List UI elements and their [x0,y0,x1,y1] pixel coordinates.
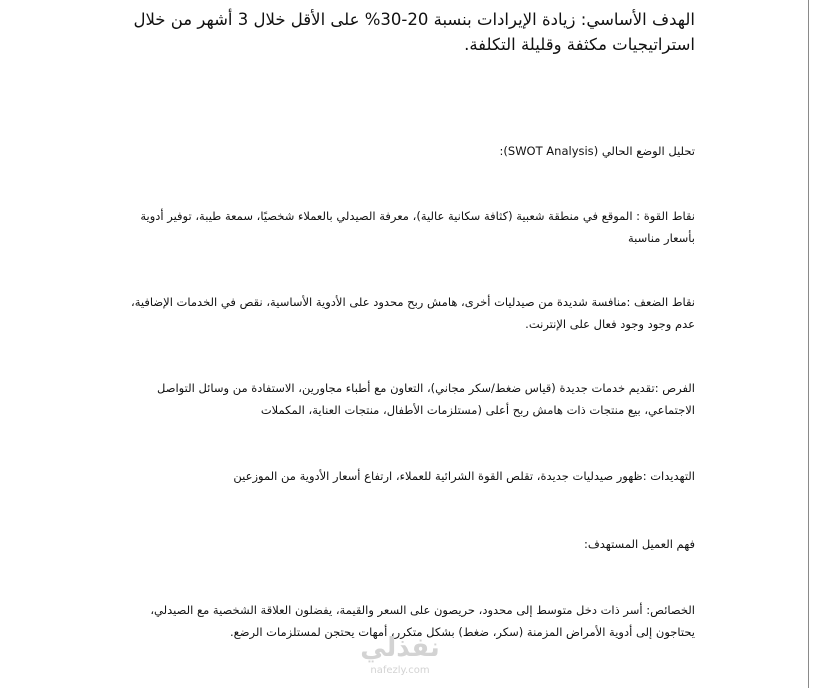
customer-heading: فهم العميل المستهدف: [583,537,695,551]
nafezly-watermark [354,632,446,688]
watermark-latin: nafezly.com [370,665,430,676]
paragraph-line: نقاط القوة : الموقع في منطقة شعبية (كثافة سكانية عالية)، معرفة الصيدلي بالعملاء شخصيًا، سمعة طيبة، توفير أدوية [140,209,695,223]
paragraph-line: عدم وجود وجود فعال على الإنترنت. [525,317,695,331]
paragraph-line: الفرص :تقديم خدمات جديدة (قياس ضغط/سكر مجاني)، التعاون مع أطباء مجاورين، الاستفادة من وسائل التواصل [157,381,695,395]
paragraph-line: الاجتماعي، بيع منتجات ذات هامش ربح أعلى (مستلزمات الأطفال، منتجات العناية، المكملات [260,403,695,417]
threats-paragraph [95,465,695,487]
page-right-border [808,0,809,688]
title-line: استراتيجيات مكثفة وقليلة التكلفة. [464,35,695,54]
title-line: الهدف الأساسي: زيادة الإيرادات بنسبة 20-30% على الأقل خلال 3 أشهر من خلال [133,10,695,29]
paragraph-line: التهديدات :ظهور صيدليات جديدة، تقلص القوة الشرائية للعملاء، ارتفاع أسعار الأدوية من الموزعين [233,469,695,483]
swot-heading: تحليل الوضع الحالي (SWOT Analysis): [499,144,695,158]
paragraph-line: نقاط الضعف :منافسة شديدة من صيدليات أخرى، هامش ربح محدود على الأدوية الأساسية، نقص في الخدمات الإضافية، [131,295,695,309]
paragraph-line: يحتاجون إلى أدوية الأمراض المزمنة (سكر، ضغط) بشكل متكرر، أمهات يحتجن لمستلزمات الرضع. [229,625,695,639]
paragraph-line: الخصائص: أسر ذات دخل متوسط إلى محدود، حريصون على السعر والقيمة، يفضلون العلاقة الشخصية مع الصيدلي، [150,603,695,617]
weaknesses-paragraph [95,291,695,335]
strengths-paragraph [95,205,695,249]
document-title [55,7,695,57]
opportunities-paragraph [95,377,695,421]
paragraph-line: بأسعار مناسبة [627,231,695,245]
watermark-arabic: نفذلي [360,633,440,663]
